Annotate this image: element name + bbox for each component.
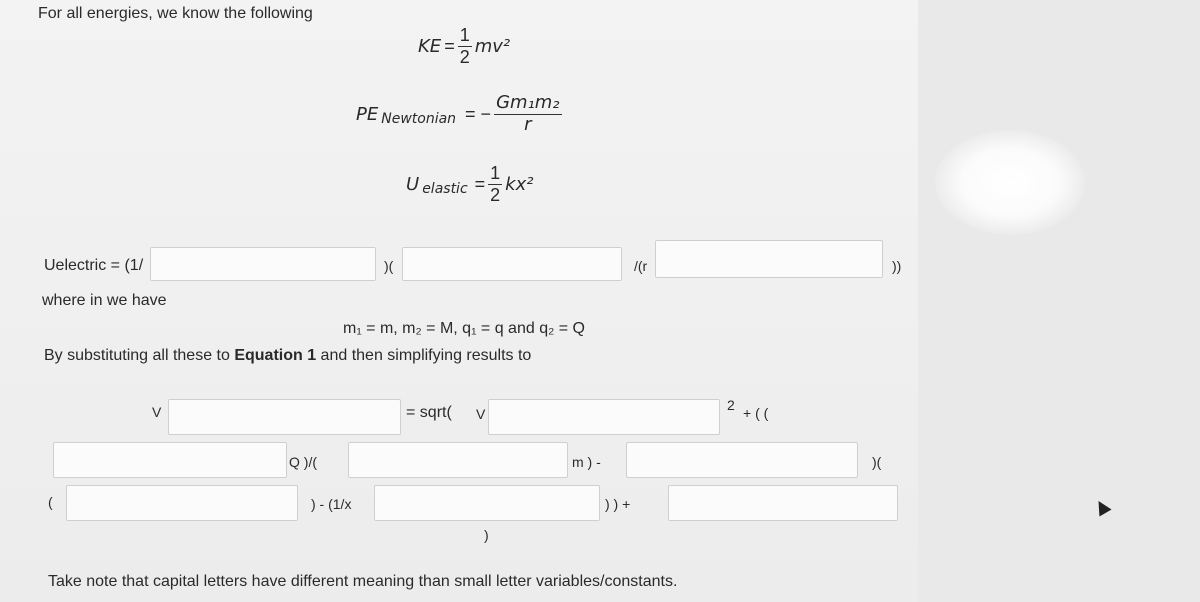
ke-denominator: 2 xyxy=(459,47,470,67)
minus-label: ) - (1/x xyxy=(311,496,352,512)
answer-input-8[interactable] xyxy=(626,442,858,478)
pe-equals: = − xyxy=(465,103,492,124)
power-two: 2 xyxy=(727,397,735,413)
answer-input-10[interactable] xyxy=(374,485,600,521)
substitutions-text: m₁ = m, m₂ = M, q₁ = q and q₂ = Q xyxy=(343,320,585,337)
substituting-text xyxy=(44,347,531,365)
mouse-cursor-icon xyxy=(1092,497,1111,516)
where-label: where in we have xyxy=(42,292,167,309)
answer-input-11[interactable] xyxy=(668,485,898,521)
answer-input-5[interactable] xyxy=(488,399,720,435)
uelectric-sep1: )( xyxy=(384,258,394,274)
ke-lhs: KE xyxy=(418,35,442,57)
pe-lhs: PE xyxy=(356,103,379,125)
u-numerator: 1 xyxy=(490,163,501,183)
v2-label: V xyxy=(476,406,486,422)
uelectric-close: )) xyxy=(892,258,902,274)
uelectric-sep2: /(r xyxy=(634,258,648,274)
ke-fraction xyxy=(458,26,472,66)
ke-equation xyxy=(418,26,510,66)
open-paren: ( xyxy=(48,494,53,510)
answer-input-6[interactable] xyxy=(53,442,287,478)
u-rhs: kx² xyxy=(505,173,534,195)
v-label: V xyxy=(152,404,162,420)
answer-input-3[interactable] xyxy=(655,240,883,278)
u-equals: = xyxy=(474,173,486,194)
note-text: Take note that capital letters have different meaning than small letter variables/constants. xyxy=(48,573,678,590)
answer-input-7[interactable] xyxy=(348,442,568,478)
screen-glare xyxy=(935,130,1085,235)
sqrt-label: = sqrt( xyxy=(406,404,452,421)
answer-input-1[interactable] xyxy=(150,247,376,281)
answer-input-4[interactable] xyxy=(168,399,401,435)
pe-fraction xyxy=(494,94,561,134)
intro-text: For all energies, we know the following xyxy=(38,5,313,22)
ke-numerator: 1 xyxy=(459,25,470,45)
equation-ref: Equation 1 xyxy=(234,347,317,364)
answer-input-9[interactable] xyxy=(66,485,298,521)
u-fraction xyxy=(488,164,502,204)
u-subscript: elastic xyxy=(422,181,468,197)
pe-numerator: Gm₁m₂ xyxy=(496,92,560,113)
elastic-equation xyxy=(406,164,533,204)
pe-denominator: r xyxy=(524,114,532,135)
plus-label: ) ) + xyxy=(605,496,631,512)
answer-input-2[interactable] xyxy=(402,247,622,281)
ke-rhs: mv² xyxy=(474,35,511,57)
paren-label: )( xyxy=(872,454,882,470)
substituting-after: and then simplifying results to xyxy=(316,347,532,364)
pe-subscript: Newtonian xyxy=(381,111,457,127)
close-paren: ) xyxy=(484,527,489,543)
ke-equals: = xyxy=(444,35,455,56)
substituting-before: By substituting all these to xyxy=(44,347,235,364)
plus-paren: + ( ( xyxy=(743,405,769,421)
uelectric-label: Uelectric = (1/ xyxy=(44,257,144,274)
u-lhs: U xyxy=(406,173,420,195)
u-denominator: 2 xyxy=(490,185,501,205)
q-label: Q )/( xyxy=(289,454,317,470)
pe-equation xyxy=(356,94,562,134)
m-label: m ) - xyxy=(572,454,601,470)
